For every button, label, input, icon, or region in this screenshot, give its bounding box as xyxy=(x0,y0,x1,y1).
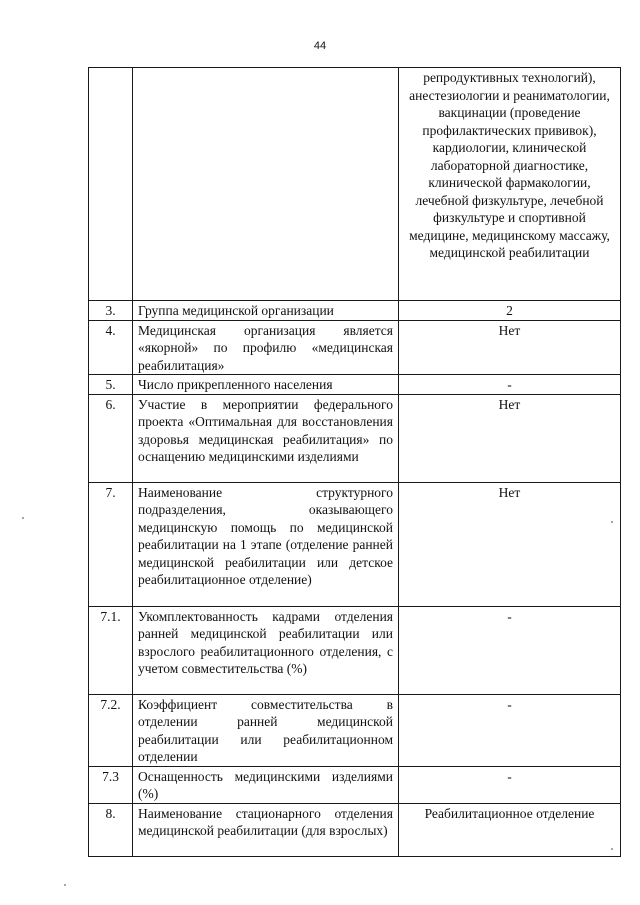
row-name-cell: Число прикрепленного населения xyxy=(133,375,399,395)
row-value-cell: Реабилитационное отделение xyxy=(399,803,621,856)
table-row xyxy=(89,394,621,482)
page-number: 44 xyxy=(313,40,327,52)
row-value-cell: Нет xyxy=(399,482,621,606)
scan-speck xyxy=(611,521,613,523)
row-value-cell: репродуктивных технологий), анестезиологии и реаниматологии, вакцинации (проведение профилактических прививок), кардиологии, клинической лабораторной диагностике, клинической фармакологии, лечебной физкультуре, лечебной физкультуре и спортивной медицине, медицинскому массажу, медицинской реабилитации xyxy=(399,68,621,301)
row-name-cell: Укомплектованность кадрами отделения ранней медицинской реабилитации или взрослого реабилитационного отделения, с учетом совместительства (%) xyxy=(133,606,399,694)
row-number-cell: 6. xyxy=(89,394,133,482)
row-name-cell: Медицинская организация является «якорной» по профилю «медицинская реабилитация» xyxy=(133,320,399,375)
row-name-cell: Коэффициент совместительства в отделении ранней медицинской реабилитации или реабилитационном отделении xyxy=(133,694,399,766)
row-number-cell: 8. xyxy=(89,803,133,856)
row-number-cell: 7.1. xyxy=(89,606,133,694)
row-number-cell: 7.2. xyxy=(89,694,133,766)
row-name-cell: Группа медицинской организации xyxy=(133,301,399,321)
table-row xyxy=(89,766,621,803)
row-number-cell: 5. xyxy=(89,375,133,395)
row-name-cell xyxy=(133,68,399,301)
row-number-cell xyxy=(89,68,133,301)
table-row xyxy=(89,301,621,321)
row-value-cell: - xyxy=(399,694,621,766)
table-row xyxy=(89,375,621,395)
scan-speck xyxy=(64,884,66,886)
row-value-cell: - xyxy=(399,766,621,803)
row-value-cell: 2 xyxy=(399,301,621,321)
info-table xyxy=(88,67,621,857)
row-name-cell: Наименование структурного подразделения, оказывающего медицинскую помощь по медицинской реабилитации на 1 этапе (отделение ранней медицинской реабилитации или детское реабилитационное отделение) xyxy=(133,482,399,606)
scan-speck xyxy=(611,848,613,850)
row-value-cell: Нет xyxy=(399,320,621,375)
table-row xyxy=(89,320,621,375)
row-name-cell: Наименование стационарного отделения медицинской реабилитации (для взрослых) xyxy=(133,803,399,856)
table-row xyxy=(89,694,621,766)
scan-speck xyxy=(22,517,24,519)
row-number-cell: 7. xyxy=(89,482,133,606)
table-row-continuation xyxy=(89,68,621,301)
row-name-cell: Участие в мероприятии федерального проекта «Оптимальная для восстановления здоровья медицинская реабилитация» по оснащению медицинскими изделиями xyxy=(133,394,399,482)
row-value-cell: Нет xyxy=(399,394,621,482)
row-number-cell: 7.3 xyxy=(89,766,133,803)
row-number-cell: 3. xyxy=(89,301,133,321)
table-row xyxy=(89,803,621,856)
row-name-cell: Оснащенность медицинскими изделиями (%) xyxy=(133,766,399,803)
row-value-cell: - xyxy=(399,606,621,694)
row-number-cell: 4. xyxy=(89,320,133,375)
row-value-cell: - xyxy=(399,375,621,395)
table-row xyxy=(89,606,621,694)
table-row xyxy=(89,482,621,606)
